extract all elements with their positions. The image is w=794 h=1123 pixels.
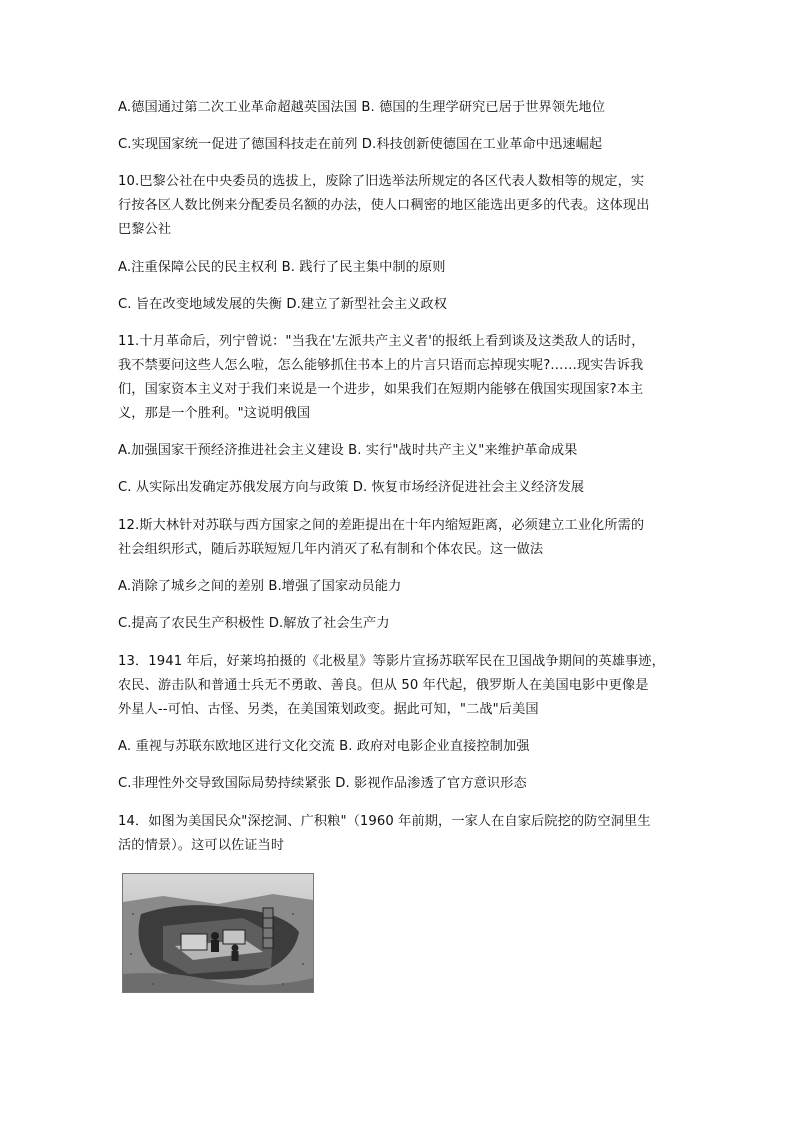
q10-stem-line-1: 10.巴黎公社在中央委员的选拔上，废除了旧选举法所规定的各区代表人数相等的规定，实 bbox=[118, 174, 645, 189]
q9-options-line-1: A.德国通过第二次工业革命超越英国法国 B. 德国的生理学研究已居于世界领先地位 bbox=[118, 100, 605, 115]
q13-option-line-1: A. 重视与苏联东欧地区进行文化交流 B. 政府对电影企业直接控制加强 bbox=[118, 739, 530, 754]
q11-stem-line-3: 们，国家资本主义对于我们来说是一个进步，如果我们在短期内能够在俄国实现国家?本主 bbox=[118, 382, 644, 397]
q11-option-line-1: A.加强国家干预经济推进社会主义建设 B. 实行"战时共产主义"来维护革命成果 bbox=[118, 443, 578, 458]
bomb-shelter-photo-icon bbox=[122, 873, 314, 993]
q11-stem-line-4: 义，那是一个胜利。"这说明俄国 bbox=[118, 406, 311, 421]
q12-stem-line-1: 12.斯大林针对苏联与西方国家之间的差距提出在十年内缩短距离，必须建立工业化所需的 bbox=[118, 518, 645, 533]
q11-option-line-2: C. 从实际出发确定苏俄发展方向与政策 D. 恢复市场经济促进社会主义经济发展 bbox=[118, 480, 585, 495]
q13-stem-line-3: 外星人--可怕、古怪、另类，在美国策划政变。据此可知，"二战"后美国 bbox=[118, 702, 539, 717]
q11-stem-line-1: 11.十月革命后，列宁曾说："当我在'左派共产主义者'的报纸上看到谈及这类敌人的话时， bbox=[118, 334, 645, 349]
q10-stem-line-3: 巴黎公社 bbox=[118, 222, 172, 237]
q14-stem-line-2: 活的情景）。这可以佐证当时 bbox=[118, 838, 285, 853]
q14-stem-line-1: 14．如图为美国民众"深挖洞、广积粮"（1960 年前期，一家人在自家后院挖的防空洞里生 bbox=[118, 814, 651, 829]
q13-option-line-2: C.非理性外交导致国际局势持续紧张 D. 影视作品渗透了官方意识形态 bbox=[118, 776, 527, 791]
q9-options-line-2: C.实现国家统一促进了德国科技走在前列 D.科技创新使德国在工业革命中迅速崛起 bbox=[118, 137, 603, 152]
q12-stem-line-2: 社会组织形式，随后苏联短短几年内消灭了私有制和个体农民。这一做法 bbox=[118, 542, 544, 557]
q11-stem-line-2: 我不禁要问这些人怎么啦，怎么能够抓住书本上的片言只语而忘掉现实呢?……现实告诉我 bbox=[118, 358, 644, 373]
q10-option-line-2: C. 旨在改变地域发展的失衡 D.建立了新型社会主义政权 bbox=[118, 297, 448, 312]
shelter-illustration bbox=[123, 874, 313, 992]
q13-stem-line-2: 农民、游击队和普通士兵无不勇敢、善良。但从 50 年代起，俄罗斯人在美国电影中更像是 bbox=[118, 678, 649, 693]
q10-option-line-1: A.注重保障公民的民主权利 B. 践行了民主集中制的原则 bbox=[118, 260, 446, 275]
q12-option-line-1: A.消除了城乡之间的差别 B.增强了国家动员能力 bbox=[118, 579, 402, 594]
q10-stem-line-2: 行按各区人数比例来分配委员名额的办法，使人口稠密的地区能选出更多的代表。这体现出 bbox=[118, 198, 650, 213]
q12-option-line-2: C.提高了农民生产积极性 D.解放了社会生产力 bbox=[118, 616, 390, 631]
q13-stem-line-1: 13．1941 年后，好莱坞拍摄的《北极星》等影片宣扬苏联军民在卫国战争期间的英雄事迹， bbox=[118, 654, 665, 669]
